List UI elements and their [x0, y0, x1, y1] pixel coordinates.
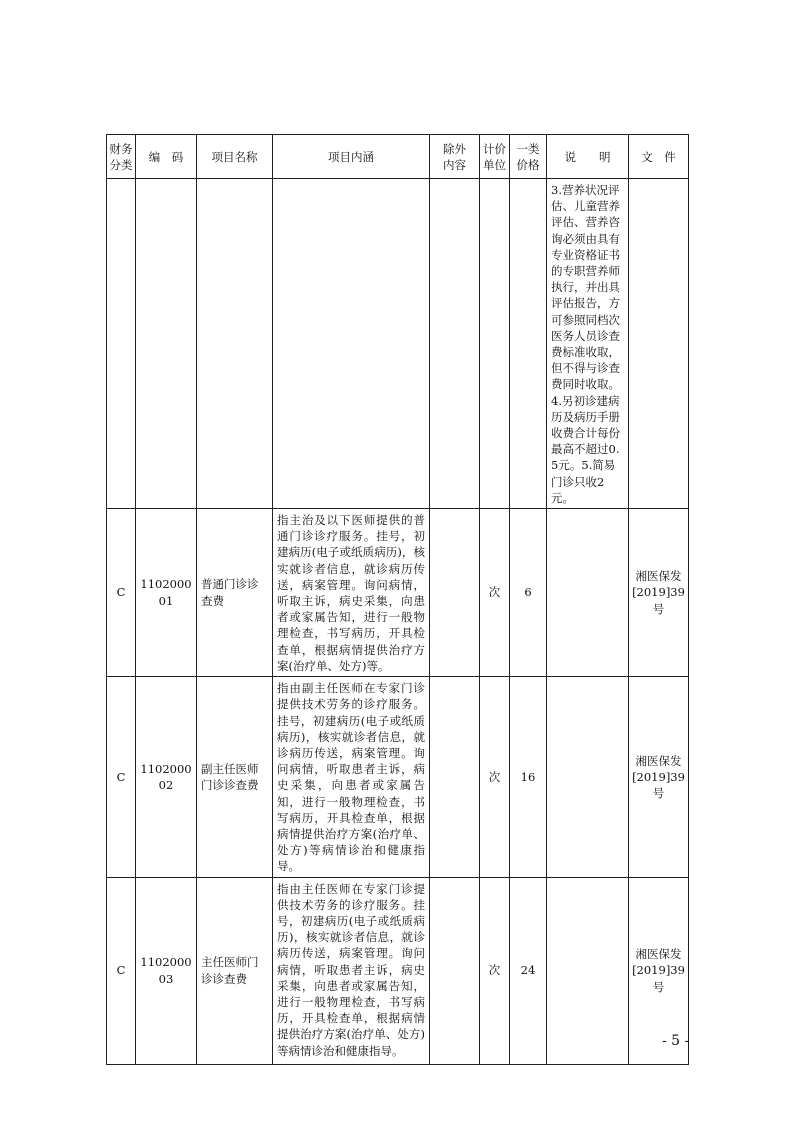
- continuation-note: 3.营养状况评估、儿童营养评估、营养咨询必须由具有专业资格证书的专职营养师执行，并出具评估报告，方可参照同档次医务人员诊查费标准收取，但不得与诊查费同时收取。4.另初诊建病历及病历手册收费合计每份最高不超过0.5元。5.简易门诊只收2元。: [547, 179, 629, 509]
- header-price: 一类价格: [510, 135, 547, 179]
- cell-empty: [430, 179, 480, 509]
- cell-empty: [136, 179, 197, 509]
- cell-note: [547, 509, 629, 677]
- header-name: 项目名称: [197, 135, 273, 179]
- table-row: [107, 677, 689, 877]
- cell-code: 110200001: [136, 509, 197, 677]
- table-row-continuation: [107, 179, 689, 509]
- cell-empty: [273, 179, 430, 509]
- cell-unit: 次: [480, 509, 510, 677]
- cell-excluded: [430, 677, 480, 877]
- header-content: 项目内涵: [273, 135, 430, 179]
- header-code: 编 码: [136, 135, 197, 179]
- header-document: 文 件: [629, 135, 689, 179]
- cell-content: 指由副主任医师在专家门诊提供技术劳务的诊疗服务。挂号，初建病历(电子或纸质病历)，核实就诊者信息，就诊病历传送，病案管理。询问病情，听取患者主诉，病史采集，向患者或家属告知，进行一般物理检查，书写病历，开具检查单，根据病情提供治疗方案(治疗单、处方)等病情诊治和健康指导。: [273, 677, 430, 877]
- header-excluded: 除外内容: [430, 135, 480, 179]
- cell-excluded: [430, 877, 480, 1064]
- cell-document: 湘医保发[2019]39号: [629, 677, 689, 877]
- cell-empty: [197, 179, 273, 509]
- header-category: 财务分类: [107, 135, 136, 179]
- header-note: 说 明: [547, 135, 629, 179]
- page-number: - 5 -: [662, 1033, 690, 1049]
- cell-name: 普通门诊诊查费: [197, 509, 273, 677]
- cell-code: 110200002: [136, 677, 197, 877]
- cell-content: 指主治及以下医师提供的普通门诊诊疗服务。挂号，初建病历(电子或纸质病历)，核实就诊者信息，就诊病历传送，病案管理。询问病情，听取主诉，病史采集，向患者或家属告知，进行一般物理检查，书写病历，开具检查单，根据病情提供治疗方案(治疗单、处方)等。: [273, 509, 430, 677]
- cell-category: C: [107, 677, 136, 877]
- cell-excluded: [430, 509, 480, 677]
- cell-empty: [107, 179, 136, 509]
- cell-price: 6: [510, 509, 547, 677]
- table-row: [107, 509, 689, 677]
- cell-unit: 次: [480, 677, 510, 877]
- cell-document: 湘医保发[2019]39号: [629, 877, 689, 1064]
- cell-empty: [510, 179, 547, 509]
- cell-empty: [629, 179, 689, 509]
- cell-note: [547, 677, 629, 877]
- cell-content: 指由主任医师在专家门诊提供技术劳务的诊疗服务。挂号，初建病历(电子或纸质病历)，核实就诊者信息，就诊病历传送，病案管理。询问病情，听取患者主诉，病史采集，向患者或家属告知，进行一般物理检查，书写病历，开具检查单，根据病情提供治疗方案(治疗单、处方)等病情诊治和健康指导。: [273, 877, 430, 1064]
- cell-category: C: [107, 877, 136, 1064]
- cell-price: 16: [510, 677, 547, 877]
- cell-unit: 次: [480, 877, 510, 1064]
- header-unit: 计价单位: [480, 135, 510, 179]
- table-row: [107, 877, 689, 1064]
- cell-name: 副主任医师门诊诊查费: [197, 677, 273, 877]
- cell-code: 110200003: [136, 877, 197, 1064]
- cell-category: C: [107, 509, 136, 677]
- header-row: [107, 135, 689, 179]
- cell-name: 主任医师门诊诊查费: [197, 877, 273, 1064]
- cell-empty: [480, 179, 510, 509]
- cell-document: 湘医保发[2019]39号: [629, 509, 689, 677]
- cell-note: [547, 877, 629, 1064]
- fee-table: [106, 134, 689, 1065]
- cell-price: 24: [510, 877, 547, 1064]
